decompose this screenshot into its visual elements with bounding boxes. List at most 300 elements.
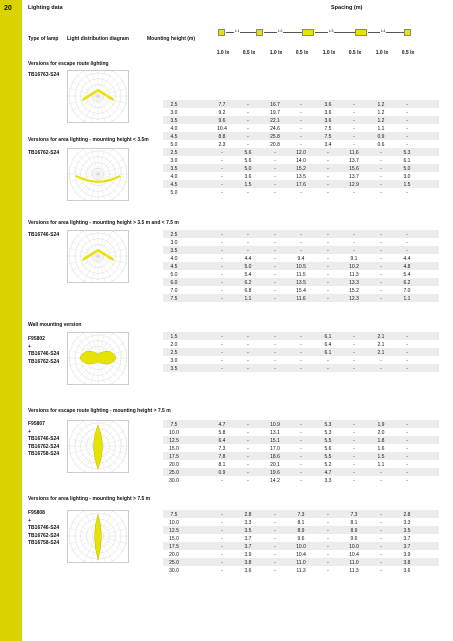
spacing-cell: 5.8 bbox=[218, 429, 226, 436]
spacing-cell: 6.1 bbox=[324, 333, 332, 340]
section-title: Versions for escape route lighting bbox=[28, 61, 109, 67]
mounting-height-cell: 10.0 bbox=[169, 429, 179, 436]
spacing-cell: 7.3 bbox=[218, 445, 226, 452]
spacing-cell: - bbox=[247, 239, 249, 246]
spacing-cell: - bbox=[327, 519, 329, 526]
spacing-cell: - bbox=[406, 189, 408, 196]
spacing-cell: 1.9 bbox=[377, 421, 385, 428]
spacing-cell: - bbox=[247, 231, 249, 238]
spacing-cell: - bbox=[406, 333, 408, 340]
spacing-cell: 8.1 bbox=[218, 461, 226, 468]
spacing-cell: - bbox=[247, 357, 249, 364]
spacing-cell: - bbox=[406, 117, 408, 124]
spacing-cell: - bbox=[380, 527, 382, 534]
section-title: Versions for area lighting - mounting height > 3.5 m and < 7.5 m bbox=[28, 220, 179, 226]
spacing-cell: - bbox=[327, 567, 329, 574]
light-distribution-diagram bbox=[67, 510, 129, 563]
spacing-cell: 3.6 bbox=[324, 101, 332, 108]
spacing-cell: - bbox=[380, 511, 382, 518]
spacing-cell: - bbox=[274, 535, 276, 542]
table-row bbox=[163, 270, 439, 278]
spacing-cell: 5.5 bbox=[324, 437, 332, 444]
spacing-cell: 11.3 bbox=[349, 567, 359, 574]
spacing-cell: 2.1 bbox=[377, 341, 385, 348]
mounting-height-cell: 17.5 bbox=[169, 543, 179, 550]
spacing-cell: - bbox=[274, 263, 276, 270]
mounting-height-cell: 4.0 bbox=[170, 125, 178, 132]
spacing-cell: - bbox=[247, 365, 249, 372]
spacing-cell: - bbox=[221, 527, 223, 534]
table-row bbox=[163, 348, 439, 356]
spacing-cell: 6.2 bbox=[403, 279, 411, 286]
mounting-height-cell: 3.5 bbox=[170, 247, 178, 254]
spacing-cell: - bbox=[327, 551, 329, 558]
spacing-cell: - bbox=[353, 247, 355, 254]
spacing-cell: - bbox=[247, 453, 249, 460]
spacing-cell: - bbox=[327, 271, 329, 278]
table-row bbox=[163, 230, 439, 238]
spacing-cell: 11.0 bbox=[296, 559, 306, 566]
table-row bbox=[163, 460, 439, 468]
spacing-cell: - bbox=[221, 365, 223, 372]
spacing-cell: - bbox=[300, 453, 302, 460]
lamp-code: + bbox=[28, 428, 31, 435]
spacing-cell: - bbox=[300, 231, 302, 238]
mounting-height-cell: 4.0 bbox=[170, 173, 178, 180]
lux-header: 0.5 lx bbox=[295, 50, 309, 56]
mounting-height-cell: 3.5 bbox=[170, 165, 178, 172]
spacing-cell: - bbox=[380, 519, 382, 526]
spacing-cell: - bbox=[300, 437, 302, 444]
spacing-cell: 9.2 bbox=[218, 109, 226, 116]
spacing-cell: 1.5 bbox=[403, 181, 411, 188]
spacing-cell: - bbox=[380, 239, 382, 246]
spacing-cell: 3.7 bbox=[403, 535, 411, 542]
mounting-height-cell: 3.5 bbox=[170, 365, 178, 372]
spacing-cell: - bbox=[274, 551, 276, 558]
spacing-cell: 11.3 bbox=[296, 567, 306, 574]
spacing-cell: 1.1 bbox=[403, 295, 411, 302]
spacing-cell: 10.4 bbox=[296, 551, 306, 558]
lux-header: 0.5 lx bbox=[348, 50, 362, 56]
spacing-cell: - bbox=[274, 231, 276, 238]
mounting-height-cell: 30.0 bbox=[169, 567, 179, 574]
spacing-cell: 1.1 bbox=[244, 295, 252, 302]
spacing-cell: - bbox=[274, 173, 276, 180]
spacing-cell: - bbox=[327, 181, 329, 188]
spacing-cell: 0.9 bbox=[218, 469, 226, 476]
lamp-code: TB16762-S24 bbox=[28, 150, 60, 156]
spacing-cell: - bbox=[380, 551, 382, 558]
spacing-cell: - bbox=[300, 429, 302, 436]
lamp-code: TB16762-S24 bbox=[28, 443, 60, 450]
spacing-cell: - bbox=[380, 535, 382, 542]
spacing-cell: - bbox=[380, 559, 382, 566]
mounting-height-cell: 4.5 bbox=[170, 133, 178, 140]
spacing-cell: 3.4 bbox=[324, 141, 332, 148]
spacing-cell: - bbox=[327, 239, 329, 246]
spacing-cell: 6.2 bbox=[244, 279, 252, 286]
spacing-cell: - bbox=[247, 341, 249, 348]
spacing-cell: 5.3 bbox=[403, 149, 411, 156]
section-title: Wall mounting version bbox=[28, 322, 82, 328]
spacing-cell: 5.6 bbox=[324, 445, 332, 452]
spacing-cell: - bbox=[247, 125, 249, 132]
spacing-cell: 4.4 bbox=[244, 255, 252, 262]
mounting-height-cell: 20.0 bbox=[169, 551, 179, 558]
spacing-cell: 10.2 bbox=[349, 263, 359, 270]
spacing-cell: - bbox=[274, 357, 276, 364]
spacing-cell: 8.1 bbox=[350, 519, 358, 526]
spacing-cell: - bbox=[300, 101, 302, 108]
spacing-cell: - bbox=[380, 469, 382, 476]
spacing-cell: - bbox=[380, 165, 382, 172]
spacing-cell: 13.1 bbox=[270, 429, 280, 436]
mounting-height-cell: 5.0 bbox=[170, 189, 178, 196]
lamp-code: TB16746-S24 bbox=[28, 351, 60, 358]
spacing-cell: - bbox=[406, 429, 408, 436]
spacing-cell: 12.0 bbox=[296, 149, 306, 156]
spacing-cell: 3.8 bbox=[244, 559, 252, 566]
spacing-cell: - bbox=[380, 189, 382, 196]
spacing-cell: - bbox=[247, 189, 249, 196]
spacing-cell: - bbox=[274, 559, 276, 566]
spacing-cell: 6.1 bbox=[403, 157, 411, 164]
spacing-cell: - bbox=[353, 333, 355, 340]
spacing-cell: - bbox=[247, 349, 249, 356]
mounting-height-cell: 4.5 bbox=[170, 263, 178, 270]
spacing-cell: 1.8 bbox=[377, 437, 385, 444]
light-distribution-diagram bbox=[67, 230, 129, 283]
spacing-cell: - bbox=[380, 173, 382, 180]
spacing-cell: - bbox=[274, 247, 276, 254]
spacing-cell: - bbox=[353, 437, 355, 444]
spacing-cell: - bbox=[327, 189, 329, 196]
spacing-cell: - bbox=[406, 365, 408, 372]
lamp-code: TB16762-S24 bbox=[28, 532, 60, 539]
spacing-cell: - bbox=[327, 511, 329, 518]
spacing-cell: - bbox=[327, 287, 329, 294]
spacing-cell: - bbox=[327, 157, 329, 164]
spacing-cell: - bbox=[274, 271, 276, 278]
spacing-cell: 20.1 bbox=[270, 461, 280, 468]
mounting-height-cell: 3.0 bbox=[170, 239, 178, 246]
spacing-cell: - bbox=[327, 543, 329, 550]
spacing-cell: - bbox=[406, 231, 408, 238]
spacing-cell: - bbox=[221, 559, 223, 566]
spacing-cell: 7.0 bbox=[403, 287, 411, 294]
spacing-cell: 15.2 bbox=[296, 165, 306, 172]
spacing-cell: - bbox=[247, 421, 249, 428]
mounting-height-cell: 25.0 bbox=[169, 469, 179, 476]
light-distribution-diagram bbox=[67, 332, 129, 385]
spacing-cell: - bbox=[353, 445, 355, 452]
spacing-cell: - bbox=[274, 149, 276, 156]
spacing-cell: 18.6 bbox=[270, 453, 280, 460]
lamp-code: TB16746-S24 bbox=[28, 436, 60, 443]
spacing-cell: - bbox=[221, 165, 223, 172]
spacing-cell: - bbox=[300, 109, 302, 116]
spacing-cell: - bbox=[300, 133, 302, 140]
spacing-cell: 10.0 bbox=[349, 543, 359, 550]
spacing-cell: 15.1 bbox=[270, 437, 280, 444]
lamp-code: F95808 bbox=[28, 510, 45, 516]
spacing-cell: - bbox=[380, 181, 382, 188]
spacing-cell: - bbox=[353, 141, 355, 148]
spacing-cell: - bbox=[353, 239, 355, 246]
spacing-cell: 2.0 bbox=[377, 429, 385, 436]
spacing-cell: - bbox=[406, 247, 408, 254]
table-row bbox=[163, 262, 439, 270]
table-row bbox=[163, 542, 439, 550]
spacing-cell: 11.3 bbox=[349, 271, 359, 278]
spacing-cell: - bbox=[221, 357, 223, 364]
spacing-label-l4: L4 bbox=[381, 28, 386, 33]
spacing-cell: - bbox=[221, 181, 223, 188]
mounting-height-cell: 6.0 bbox=[170, 279, 178, 286]
mounting-height-cell: 10.0 bbox=[169, 519, 179, 526]
spacing-cell: - bbox=[221, 189, 223, 196]
table-row bbox=[163, 156, 439, 164]
spacing-cell: 15.4 bbox=[296, 287, 306, 294]
spacing-cell: - bbox=[327, 279, 329, 286]
spacing-cell: 3.5 bbox=[244, 527, 252, 534]
spacing-cell: 7.8 bbox=[218, 453, 226, 460]
spacing-cell: 3.6 bbox=[244, 173, 252, 180]
spacing-cell: - bbox=[380, 271, 382, 278]
spacing-cell: - bbox=[247, 133, 249, 140]
table-row bbox=[163, 526, 439, 534]
spacing-cell: - bbox=[274, 365, 276, 372]
spacing-cell: - bbox=[221, 239, 223, 246]
spacing-cell: 2.8 bbox=[403, 511, 411, 518]
spacing-cell: 2.3 bbox=[218, 141, 226, 148]
spacing-cell: 7.7 bbox=[218, 101, 226, 108]
spacing-cell: - bbox=[380, 543, 382, 550]
spacing-cell: 10.0 bbox=[296, 543, 306, 550]
lamp-code: TB16763-S24 bbox=[28, 72, 60, 78]
spacing-cell: 15.2 bbox=[349, 287, 359, 294]
table-row bbox=[163, 356, 439, 364]
spacing-cell: - bbox=[380, 157, 382, 164]
spacing-cell: 5.6 bbox=[244, 149, 252, 156]
table-row bbox=[163, 340, 439, 348]
spacing-cell: 7.5 bbox=[324, 133, 332, 140]
spacing-cell: - bbox=[221, 247, 223, 254]
spacing-cell: 4.7 bbox=[218, 421, 226, 428]
spacing-cell: 6.1 bbox=[324, 349, 332, 356]
spacing-cell: - bbox=[406, 109, 408, 116]
spacing-cell: - bbox=[221, 543, 223, 550]
mounting-height-cell: 3.0 bbox=[170, 157, 178, 164]
spacing-cell: - bbox=[221, 173, 223, 180]
spacing-cell: - bbox=[247, 101, 249, 108]
spacing-cell: 1.5 bbox=[244, 181, 252, 188]
section-title: Versions for escape route lighting - mounting height > 7.5 m bbox=[28, 408, 171, 414]
spacing-cell: - bbox=[327, 255, 329, 262]
mounting-height-cell: 12.5 bbox=[169, 527, 179, 534]
spacing-cell: - bbox=[406, 437, 408, 444]
spacing-cell: 10.4 bbox=[217, 125, 227, 132]
spacing-cell: 8.9 bbox=[297, 527, 305, 534]
spacing-cell: 9.4 bbox=[297, 255, 305, 262]
spacing-cell: - bbox=[327, 535, 329, 542]
mounting-height-cell: 1.5 bbox=[170, 333, 178, 340]
spacing-cell: - bbox=[221, 149, 223, 156]
spacing-cell: - bbox=[300, 239, 302, 246]
table-row bbox=[163, 140, 439, 148]
lux-header: 1.0 lx bbox=[269, 50, 283, 56]
spacing-cell: 3.7 bbox=[403, 543, 411, 550]
table-row bbox=[163, 510, 439, 518]
spacing-cell: 5.0 bbox=[403, 165, 411, 172]
table-row bbox=[163, 428, 439, 436]
spacing-cell: - bbox=[247, 469, 249, 476]
spacing-cell: - bbox=[221, 255, 223, 262]
spacing-cell: 2.8 bbox=[244, 511, 252, 518]
lux-header: 0.5 lx bbox=[401, 50, 415, 56]
spacing-cell: 25.8 bbox=[270, 133, 280, 140]
table-row bbox=[163, 286, 439, 294]
mounting-height-cell: 2.5 bbox=[170, 349, 178, 356]
spacing-cell: 5.5 bbox=[324, 453, 332, 460]
spacing-cell: - bbox=[274, 255, 276, 262]
mounting-height-cell: 30.0 bbox=[169, 477, 179, 484]
table-row bbox=[163, 332, 439, 340]
spacing-cell: - bbox=[327, 173, 329, 180]
spacing-cell: - bbox=[380, 231, 382, 238]
spacing-cell: 5.3 bbox=[324, 421, 332, 428]
col-mounting-height: Mounting height (m) bbox=[147, 36, 196, 42]
spacing-cell: - bbox=[327, 357, 329, 364]
spacing-cell: - bbox=[221, 157, 223, 164]
spacing-cell: - bbox=[221, 295, 223, 302]
table-row bbox=[163, 108, 439, 116]
spacing-cell: - bbox=[380, 287, 382, 294]
spacing-cell: - bbox=[380, 295, 382, 302]
spacing-cell: - bbox=[406, 141, 408, 148]
spacing-cell: 3.9 bbox=[244, 551, 252, 558]
spacing-cell: - bbox=[406, 239, 408, 246]
spacing-cell: 5.4 bbox=[244, 271, 252, 278]
table-row bbox=[163, 566, 439, 574]
spacing-cell: - bbox=[300, 189, 302, 196]
spacing-cell: 6.4 bbox=[218, 437, 226, 444]
spacing-cell: - bbox=[353, 477, 355, 484]
spacing-cell: - bbox=[247, 117, 249, 124]
spacing-cell: 1.2 bbox=[377, 117, 385, 124]
lamp-icon bbox=[218, 29, 225, 36]
table-row bbox=[163, 558, 439, 566]
spacing-cell: - bbox=[353, 341, 355, 348]
table-row bbox=[163, 246, 439, 254]
spacing-cell: - bbox=[300, 357, 302, 364]
spacing-cell: - bbox=[353, 133, 355, 140]
spacing-cell: 17.6 bbox=[296, 181, 306, 188]
spacing-cell: 3.6 bbox=[324, 109, 332, 116]
mounting-height-cell: 4.0 bbox=[170, 255, 178, 262]
spacing-cell: - bbox=[380, 567, 382, 574]
lux-header: 0.5 lx bbox=[242, 50, 256, 56]
spacing-cell: - bbox=[300, 341, 302, 348]
spacing-cell: - bbox=[353, 231, 355, 238]
spacing-cell: - bbox=[221, 567, 223, 574]
spacing-cell: - bbox=[406, 341, 408, 348]
spacing-cell: - bbox=[247, 461, 249, 468]
spacing-line bbox=[226, 32, 256, 33]
table-row bbox=[163, 444, 439, 452]
spacing-cell: 5.0 bbox=[244, 263, 252, 270]
spacing-cell: - bbox=[274, 519, 276, 526]
spacing-cell: - bbox=[380, 263, 382, 270]
spacing-cell: 11.6 bbox=[349, 149, 359, 156]
spacing-cell: - bbox=[353, 469, 355, 476]
spacing-cell: 9.1 bbox=[350, 255, 358, 262]
spacing-cell: 1.6 bbox=[377, 445, 385, 452]
spacing-cell: 13.5 bbox=[296, 173, 306, 180]
spacing-cell: 19.7 bbox=[270, 109, 280, 116]
spacing-cell: 1.1 bbox=[377, 125, 385, 132]
spacing-cell: - bbox=[221, 271, 223, 278]
spacing-cell: - bbox=[300, 141, 302, 148]
spacing-cell: 9.6 bbox=[297, 535, 305, 542]
spacing-cell: 2.1 bbox=[377, 349, 385, 356]
mounting-height-cell: 2.0 bbox=[170, 341, 178, 348]
spacing-cell: 13.7 bbox=[349, 157, 359, 164]
spacing-cell: - bbox=[406, 125, 408, 132]
spacing-cell: 11.5 bbox=[296, 271, 306, 278]
spacing-cell: - bbox=[406, 133, 408, 140]
table-row bbox=[163, 452, 439, 460]
spacing-cell: - bbox=[353, 429, 355, 436]
mounting-height-cell: 20.0 bbox=[169, 461, 179, 468]
mounting-height-cell: 3.0 bbox=[170, 109, 178, 116]
lux-header: 1.0 lx bbox=[322, 50, 336, 56]
spacing-cell: - bbox=[221, 341, 223, 348]
mounting-height-cell: 2.5 bbox=[170, 149, 178, 156]
spacing-cell: - bbox=[300, 421, 302, 428]
table-row bbox=[163, 124, 439, 132]
mounting-height-cell: 15.0 bbox=[169, 445, 179, 452]
spacing-cell: - bbox=[353, 125, 355, 132]
spacing-cell: - bbox=[406, 453, 408, 460]
spacing-cell: - bbox=[353, 421, 355, 428]
spacing-cell: 14.2 bbox=[270, 477, 280, 484]
spacing-cell: - bbox=[221, 287, 223, 294]
spacing-cell: 8.8 bbox=[218, 133, 226, 140]
spacing-cell: - bbox=[247, 477, 249, 484]
spacing-cell: 3.7 bbox=[244, 535, 252, 542]
table-row bbox=[163, 180, 439, 188]
spacing-cell: - bbox=[221, 349, 223, 356]
spacing-cell: - bbox=[406, 461, 408, 468]
spacing-cell: - bbox=[327, 527, 329, 534]
spacing-cell: - bbox=[221, 333, 223, 340]
mounting-height-cell: 2.5 bbox=[170, 231, 178, 238]
spacing-cell: - bbox=[300, 333, 302, 340]
spacing-cell: - bbox=[406, 477, 408, 484]
spacing-cell: 7.5 bbox=[324, 125, 332, 132]
spacing-cell: - bbox=[380, 357, 382, 364]
spacing-cell: - bbox=[300, 247, 302, 254]
table-row bbox=[163, 518, 439, 526]
spacing-cell: - bbox=[353, 461, 355, 468]
spacing-cell: 13.3 bbox=[349, 279, 359, 286]
table-row bbox=[163, 148, 439, 156]
spacing-cell: 7.3 bbox=[350, 511, 358, 518]
mounting-height-cell: 7.0 bbox=[170, 287, 178, 294]
spacing-cell: - bbox=[221, 263, 223, 270]
